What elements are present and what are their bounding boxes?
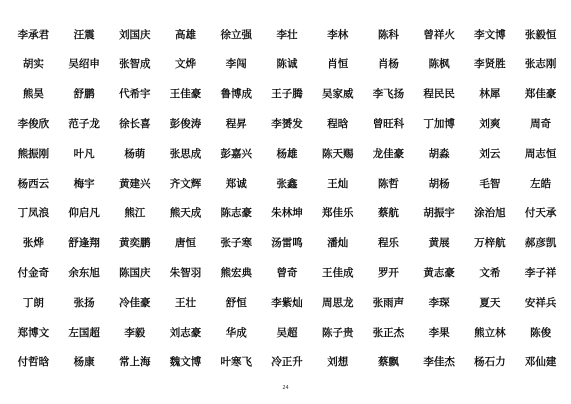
name-cell: 曾旺科 xyxy=(372,118,405,131)
name-grid xyxy=(8,20,566,378)
name-cell: 黄奕鹏 xyxy=(119,237,151,250)
name-cell: 刘国庆 xyxy=(119,28,151,41)
name-cell: 杨康 xyxy=(73,356,95,369)
name-cell: 吴绍申 xyxy=(68,58,100,71)
name-cell: 周志恒 xyxy=(524,147,557,160)
name-cell: 文烨 xyxy=(175,58,197,71)
name-cell: 熊江 xyxy=(124,207,146,220)
name-cell: 熊振刚 xyxy=(17,147,50,160)
name-cell: 龙佳豪 xyxy=(372,147,405,160)
name-cell: 陈志豪 xyxy=(220,207,253,220)
name-cell: 付哲晗 xyxy=(17,356,50,369)
name-cell: 陈俊 xyxy=(530,326,552,339)
name-cell: 余东旭 xyxy=(68,267,100,280)
name-cell: 陈枫 xyxy=(428,58,450,71)
name-cell: 高雄 xyxy=(175,28,197,41)
name-cell: 胡杨 xyxy=(428,177,450,190)
name-cell: 曾祥火 xyxy=(423,28,455,41)
name-cell: 陈子贵 xyxy=(321,326,354,339)
name-cell: 邓仙建 xyxy=(524,356,557,369)
name-cell: 左皓 xyxy=(530,177,552,190)
name-cell: 李文博 xyxy=(474,28,506,41)
name-cell: 齐文辉 xyxy=(169,177,202,190)
name-cell: 杨西云 xyxy=(17,177,50,190)
name-cell: 曾奇 xyxy=(276,267,298,280)
name-cell: 杨萌 xyxy=(124,147,146,160)
name-cell: 李毅 xyxy=(124,326,146,339)
name-cell: 张志刚 xyxy=(524,58,557,71)
name-cell: 周奇 xyxy=(530,118,552,131)
name-cell: 程民民 xyxy=(423,88,455,101)
name-cell: 刘爽 xyxy=(479,118,501,131)
name-cell: 王灿 xyxy=(327,177,349,190)
name-cell: 黄建兴 xyxy=(119,177,151,190)
name-cell: 叶寒飞 xyxy=(220,356,253,369)
name-cell: 李闯 xyxy=(225,58,247,71)
name-cell: 李紫灿 xyxy=(271,296,303,309)
name-cell: 熊立林 xyxy=(474,326,506,339)
name-cell: 梅宇 xyxy=(73,177,95,190)
name-cell: 朱林坤 xyxy=(271,207,303,220)
name-cell: 王壮 xyxy=(175,296,197,309)
name-cell: 冷正升 xyxy=(271,356,303,369)
name-cell: 彭俊涛 xyxy=(169,118,202,131)
name-cell: 黄志豪 xyxy=(423,267,455,280)
name-cell: 徐立强 xyxy=(220,28,253,41)
name-cell: 付金奇 xyxy=(17,267,50,280)
name-cell: 汤雷鸣 xyxy=(271,237,303,250)
name-cell: 郑诚 xyxy=(225,177,247,190)
name-cell: 李贤胜 xyxy=(474,58,506,71)
name-cell: 李俊欣 xyxy=(17,118,50,131)
name-cell: 张毅恒 xyxy=(524,28,557,41)
name-cell: 刘志豪 xyxy=(169,326,202,339)
name-cell: 李赟发 xyxy=(271,118,303,131)
name-cell: 代希宇 xyxy=(119,88,151,101)
name-cell: 陈哲 xyxy=(377,177,399,190)
name-cell: 付天承 xyxy=(524,207,557,220)
name-cell: 丁凤浪 xyxy=(17,207,50,220)
name-cell: 张子寒 xyxy=(220,237,253,250)
name-cell: 刘想 xyxy=(327,356,349,369)
name-cell: 肖恒 xyxy=(327,58,349,71)
name-cell: 黄展 xyxy=(428,237,450,250)
name-cell: 李果 xyxy=(428,326,450,339)
name-cell: 李飞扬 xyxy=(372,88,405,101)
name-cell: 王佳豪 xyxy=(169,88,202,101)
name-cell: 程晗 xyxy=(327,118,349,131)
name-cell: 丁朗 xyxy=(22,296,44,309)
name-cell: 陈科 xyxy=(377,28,399,41)
name-cell: 汪震 xyxy=(73,28,95,41)
name-cell: 熊天成 xyxy=(169,207,202,220)
name-cell: 蔡航 xyxy=(377,207,399,220)
name-cell: 李琛 xyxy=(428,296,450,309)
name-cell: 涂治旭 xyxy=(474,207,506,220)
name-cell: 舒逢翔 xyxy=(68,237,100,250)
name-cell: 丁加博 xyxy=(423,118,455,131)
name-cell: 常上海 xyxy=(119,356,151,369)
name-cell: 陈国庆 xyxy=(119,267,151,280)
name-cell: 徐长喜 xyxy=(119,118,151,131)
name-cell: 胡振宇 xyxy=(423,207,455,220)
name-cell: 郑佳乐 xyxy=(321,207,354,220)
name-cell: 张思成 xyxy=(169,147,202,160)
name-cell: 华成 xyxy=(225,326,247,339)
name-cell: 程乐 xyxy=(377,237,399,250)
name-cell: 陈诚 xyxy=(276,58,298,71)
name-cell: 蔡飘 xyxy=(377,356,399,369)
name-cell: 李壮 xyxy=(276,28,298,41)
name-cell: 安祥兵 xyxy=(524,296,557,309)
name-cell: 朱智羽 xyxy=(169,267,202,280)
name-cell: 吴超 xyxy=(276,326,298,339)
name-cell: 唐恒 xyxy=(175,237,197,250)
name-cell: 程昇 xyxy=(225,118,247,131)
name-cell: 王佳成 xyxy=(321,267,354,280)
name-cell: 舒恒 xyxy=(225,296,247,309)
name-cell: 郝彦凯 xyxy=(524,237,557,250)
name-cell: 李子祥 xyxy=(524,267,557,280)
name-cell: 张鑫 xyxy=(276,177,298,190)
name-cell: 熊宏典 xyxy=(220,267,253,280)
name-cell: 张智成 xyxy=(119,58,151,71)
page-number: 24 xyxy=(282,385,289,391)
name-cell: 胡实 xyxy=(22,58,44,71)
name-cell: 吴家威 xyxy=(321,88,354,101)
name-cell: 郑佳豪 xyxy=(524,88,557,101)
name-cell: 潘灿 xyxy=(327,237,349,250)
name-cell: 李佳杰 xyxy=(423,356,455,369)
name-cell: 夏天 xyxy=(479,296,501,309)
name-cell: 陈天赐 xyxy=(321,147,354,160)
name-cell: 周思龙 xyxy=(321,296,354,309)
name-cell: 李林 xyxy=(327,28,349,41)
name-cell: 王子腾 xyxy=(271,88,303,101)
name-cell: 万梓航 xyxy=(474,237,506,250)
name-cell: 舒鹏 xyxy=(73,88,95,101)
name-cell: 张正杰 xyxy=(372,326,405,339)
name-cell: 文希 xyxy=(479,267,501,280)
name-cell: 彭嘉兴 xyxy=(220,147,253,160)
name-cell: 张烨 xyxy=(22,237,44,250)
name-cell: 郑博文 xyxy=(17,326,50,339)
name-cell: 肖杨 xyxy=(377,58,399,71)
name-cell: 毛智 xyxy=(479,177,501,190)
name-cell: 张扬 xyxy=(73,296,95,309)
name-cell: 张雨声 xyxy=(372,296,405,309)
name-cell: 罗开 xyxy=(377,267,399,280)
name-cell: 范子龙 xyxy=(68,118,100,131)
name-cell: 熊昊 xyxy=(22,88,44,101)
name-cell: 冷佳豪 xyxy=(119,296,151,309)
name-cell: 杨雄 xyxy=(276,147,298,160)
name-cell: 左国超 xyxy=(68,326,100,339)
name-cell: 刘云 xyxy=(479,147,501,160)
name-cell: 杨石力 xyxy=(474,356,506,369)
name-cell: 魏文博 xyxy=(169,356,202,369)
name-cell: 叶凡 xyxy=(73,147,95,160)
name-cell: 鲁博成 xyxy=(220,88,253,101)
name-cell: 仰启凡 xyxy=(68,207,100,220)
name-cell: 林犀 xyxy=(479,88,501,101)
name-cell: 李承君 xyxy=(17,28,50,41)
name-cell: 胡淼 xyxy=(428,147,450,160)
